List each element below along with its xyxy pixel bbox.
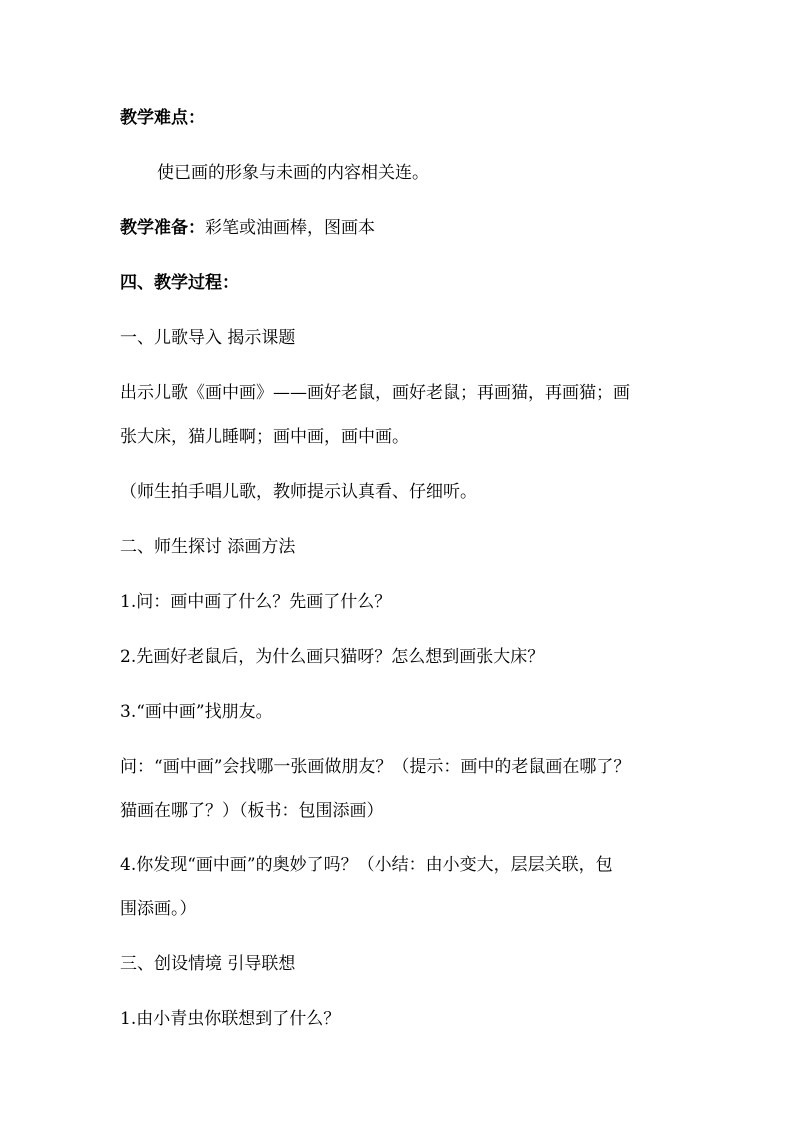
song-line-2: 张大床，猫儿睡啊；画中画，画中画。 — [120, 427, 409, 447]
question-4-line-1: 4.你发现“画中画”的奥妙了吗？（小结：由小变大，层层关联，包 — [120, 855, 613, 875]
song-line-1: 出示儿歌《画中画》——画好老鼠，画好老鼠；再画猫，再画猫；画 — [120, 383, 630, 403]
question-1: 1.问：画中画了什么？先画了什么？ — [120, 592, 392, 612]
question-2: 2.先画好老鼠后，为什么画只猫呀？怎么想到画张大床？ — [120, 647, 545, 667]
section2-title: 二、师生探讨 添画方法 — [120, 537, 296, 557]
prep-text: 彩笔或油画棒，图画本 — [205, 218, 375, 238]
process-heading: 四、教学过程： — [120, 273, 239, 293]
question-5: 1.由小青虫你联想到了什么？ — [120, 1009, 341, 1029]
section1-title: 一、儿歌导入 揭示课题 — [120, 328, 296, 348]
question-3-detail-line-1: 问：“画中画”会找哪一张画做朋友？（提示：画中的老鼠画在哪了？ — [120, 757, 631, 777]
question-3-detail-line-2: 猫画在哪了？）（板书：包围添画） — [120, 801, 384, 821]
question-4-line-2: 围添画。） — [120, 899, 197, 919]
prep-label: 教学准备： — [120, 218, 205, 238]
difficulty-text: 使已画的形象与未画的内容相关连。 — [157, 163, 429, 183]
song-note: （师生拍手唱儿歌，教师提示认真看、仔细听。 — [120, 482, 477, 502]
section3-title: 三、创设情境 引导联想 — [120, 954, 296, 974]
prep-line — [120, 217, 690, 239]
question-3: 3.“画中画”找朋友。 — [120, 702, 273, 722]
difficulty-heading: 教学难点： — [120, 108, 205, 128]
